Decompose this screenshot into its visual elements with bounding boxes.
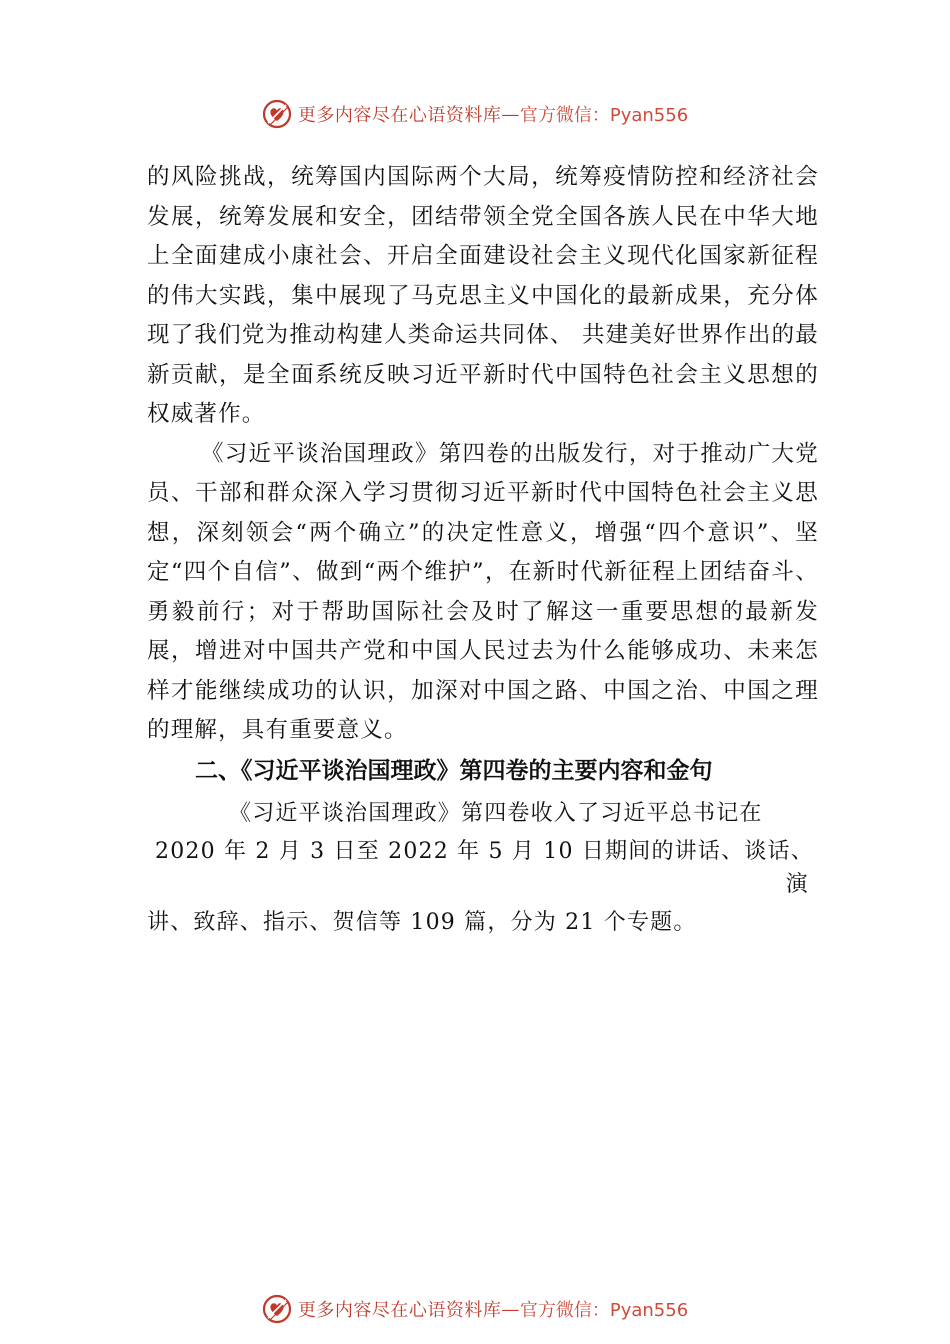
banner-site-name: 更多内容尽在心语资料库 xyxy=(297,1300,502,1321)
paragraph-2: 《习近平谈治国理政》第四卷的出版发行，对于推动广大党员、干部和群众深入学习贯彻习近平新时代中国特色社会主义思想，深刻领会“两个确立”的决定性意义，增强“四个意识”、坚定“四个自信”、做到“两个维护”，在新时代新征程上团结奋斗、勇毅前行；对于帮助国际社会及时了解这一重要思想的最新发展，增进对中国共产党和中国人民过去为什么能够成功、未来怎样才能继续成功的认识，加深对中国之路、中国之治、中国之理的理解，具有重要意义。 xyxy=(147,440,819,743)
paragraph-1: 的风险挑战，统筹国内国际两个大局，统筹疫情防控和经济社会发展，统筹发展和安全，团结带领全党全国各族人民在中华大地上全面建成小康社会、开启全面建设社会主义现代化国家新征程的伟大实践，集中展现了马克思主义中国化的最新成果，充分体现了我们党为推动构建人类命运共同体、 共建美好世界作出的最新贡献，是全面系统反映习近平新时代中国特色社会主义思想的权威著作。 xyxy=(147,164,819,427)
heart-logo-icon xyxy=(262,99,292,129)
heart-logo-icon xyxy=(262,1294,292,1324)
banner-wechat: 官方微信：Pyan556 xyxy=(519,105,689,126)
paragraph-3-line-3: 演 xyxy=(785,872,809,897)
section-heading: 二、《习近平谈治国理政》第四卷的主要内容和金句 xyxy=(195,757,713,784)
banner-wechat: 官方微信：Pyan556 xyxy=(519,1300,689,1321)
header-banner xyxy=(0,96,950,132)
footer-banner xyxy=(0,1291,950,1327)
paragraph-3-line-1: 《习近平谈治国理政》第四卷收入了习近平总书记在 xyxy=(229,801,763,826)
banner-site-name: 更多内容尽在心语资料库 xyxy=(297,105,502,126)
banner-dash: — xyxy=(501,103,520,125)
paragraph-3-line-4: 讲、致辞、指示、贺信等 109 篇，分为 21 个专题。 xyxy=(147,910,697,935)
paragraph-3-line-2: 2020 年 2 月 3 日至 2022 年 5 月 10 日期间的讲话、谈话、 xyxy=(155,839,814,864)
paragraph-3 xyxy=(147,794,814,946)
document-body xyxy=(147,158,819,791)
banner-dash: — xyxy=(501,1298,520,1320)
